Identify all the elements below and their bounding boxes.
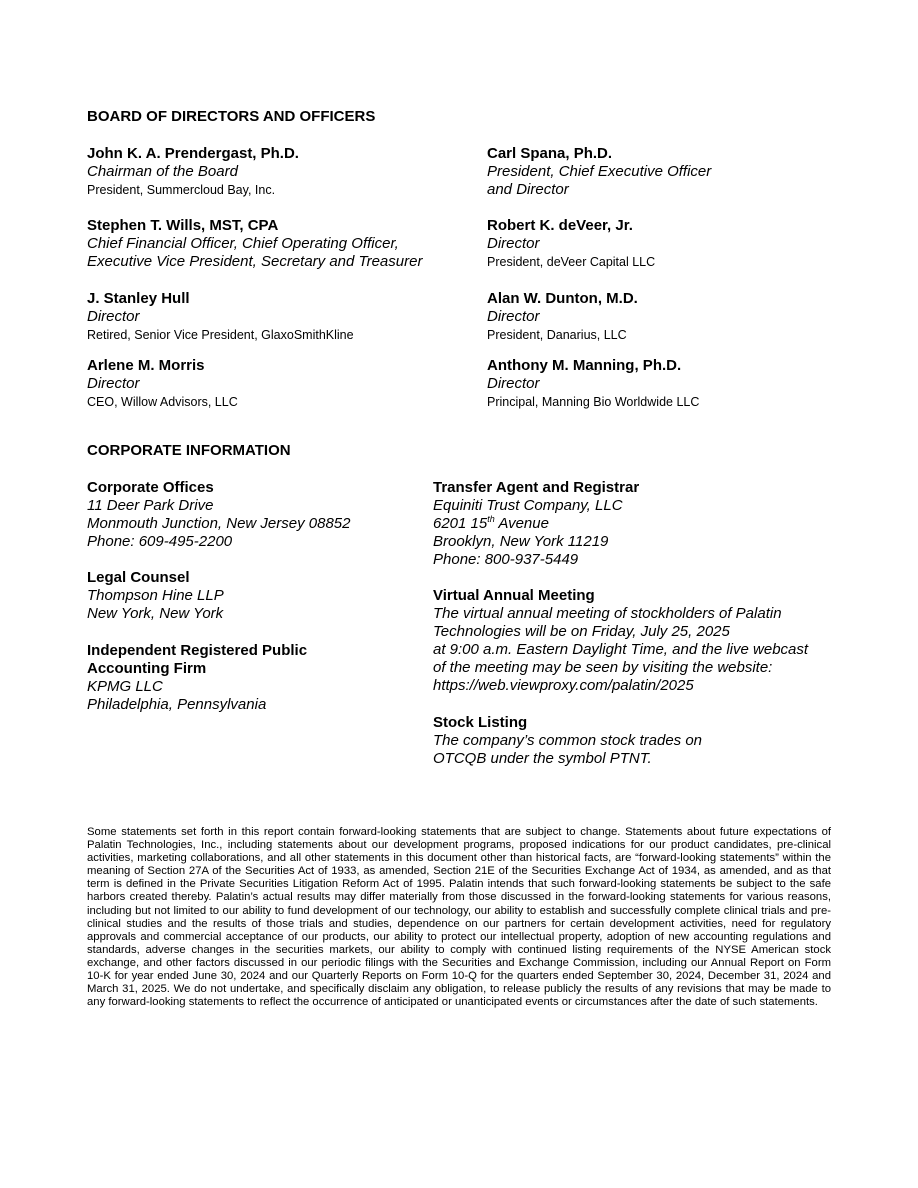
- address-street: Avenue: [494, 515, 549, 532]
- board-member-wills: [87, 217, 422, 271]
- meeting-url: https://web.viewproxy.com/palatin/2025: [433, 677, 694, 694]
- board-member-manning: [487, 357, 699, 411]
- board-member-spana: [487, 145, 711, 199]
- meeting-text: of the meeting may be seen by visiting the website:: [433, 659, 773, 676]
- agent-name: Equiniti Trust Company, LLC: [433, 497, 623, 514]
- section-title: Legal Counsel: [87, 569, 190, 586]
- member-name: Carl Spana, Ph.D.: [487, 145, 613, 162]
- address-line: [433, 515, 639, 533]
- address-line: Brooklyn, New York 11219: [433, 533, 609, 550]
- member-name: Stephen T. Wills, MST, CPA: [87, 217, 279, 234]
- address-superscript: th: [487, 514, 495, 524]
- corporate-offices: [87, 479, 350, 551]
- member-role: Director: [487, 375, 540, 392]
- member-role: President, Chief Executive Officer: [487, 163, 712, 180]
- member-role: Executive Vice President, Secretary and Treasurer: [87, 253, 423, 270]
- member-affiliation: President, deVeer Capital LLC: [487, 255, 656, 269]
- member-affiliation: President, Summercloud Bay, Inc.: [87, 183, 276, 197]
- member-role: Director: [87, 308, 140, 325]
- firm-location: Philadelphia, Pennsylvania: [87, 696, 267, 713]
- accounting-firm: [87, 642, 307, 714]
- virtual-annual-meeting: [433, 587, 808, 695]
- section-title: Transfer Agent and Registrar: [433, 479, 640, 496]
- section-title: Corporate Offices: [87, 479, 214, 496]
- stock-text: OTCQB under the symbol PTNT.: [433, 750, 652, 767]
- section-title: Independent Registered Public: [87, 642, 308, 659]
- firm-location: New York, New York: [87, 605, 224, 622]
- meeting-text: Technologies will be on Friday, July 25, 2025: [433, 623, 730, 640]
- address-number: 6201 15: [433, 515, 488, 532]
- firm-name: Thompson Hine LLP: [87, 587, 224, 604]
- member-name: J. Stanley Hull: [87, 290, 190, 307]
- member-name: Alan W. Dunton, M.D.: [487, 290, 638, 307]
- member-affiliation: Retired, Senior Vice President, GlaxoSmithKline: [87, 328, 354, 342]
- section-title: Accounting Firm: [87, 660, 207, 677]
- board-member-dunton: [487, 290, 638, 344]
- stock-listing: [433, 714, 702, 768]
- member-role: Chief Financial Officer, Chief Operating Officer,: [87, 235, 399, 252]
- board-member-deveer: [487, 217, 655, 271]
- phone-line: Phone: 609-495-2200: [87, 533, 233, 550]
- address-line: 11 Deer Park Drive: [87, 497, 214, 514]
- member-name: Robert K. deVeer, Jr.: [487, 217, 633, 234]
- stock-text: The company’s common stock trades on: [433, 732, 703, 749]
- board-heading: BOARD OF DIRECTORS AND OFFICERS: [87, 108, 376, 125]
- board-member-prendergast: [87, 145, 299, 199]
- board-member-morris: [87, 357, 238, 411]
- member-affiliation: President, Danarius, LLC: [487, 328, 627, 342]
- legal-counsel: [87, 569, 224, 623]
- section-title: Virtual Annual Meeting: [433, 587, 595, 604]
- board-member-hull: [87, 290, 354, 344]
- member-name: Anthony M. Manning, Ph.D.: [487, 357, 682, 374]
- phone-line: Phone: 800-937-5449: [433, 551, 579, 568]
- firm-name: KPMG LLC: [87, 678, 163, 695]
- member-affiliation: CEO, Willow Advisors, LLC: [87, 395, 238, 409]
- member-role: and Director: [487, 181, 569, 198]
- corporate-heading: CORPORATE INFORMATION: [87, 442, 291, 459]
- forward-looking-disclaimer: Some statements set forth in this report contain forward-looking statements that are subject to change. Statements about future expectations of Palatin Technologies, Inc., including statements about our development programs, proposed indications for our product candidates, pre-clinical activities, marketing collaborations, and all other statements in this document other than historical facts, are “forward-looking statements” within the meaning of Section 27A of the Securities Act of 1933, as amended, Section 21E of the Securities Exchange Act of 1934, as amended, and as that term is defined in the Private Securities Litigation Reform Act of 1995. Palatin intends that such forward-looking statements be subject to the safe harbors created thereby. Palatin’s actual results may differ materially from those discussed in the forward-looking statements for various reasons, including but not limited to our ability to fund development of our technology, our ability to establish and successfully complete clinical trials and pre-clinical studies and the results of those trials and studies, dependence on our partners for certain development activities, need for regulatory approvals and commercial acceptance of our products, our ability to protect our intellectual property, adoption of new accounting regulations and standards, adverse changes in the securities markets, our ability to comply with continued listing requirements of the NYSE American stock exchange, and other factors discussed in our periodic filings with the Securities and Exchange Commission, including our Annual Report on Form 10-K for year ended June 30, 2024 and our Quarterly Reports on Form 10-Q for the quarters ended September 30, 2024, December 31, 2024 and March 31, 2025. We do not undertake, and specifically disclaim any obligation, to release publicly the results of any revisions that may be made to any forward-looking statements to reflect the occurrence of anticipated or unanticipated events or circumstances after the date of such statements.: [87, 826, 831, 1009]
- section-title: Stock Listing: [433, 714, 528, 731]
- member-name: John K. A. Prendergast, Ph.D.: [87, 145, 299, 162]
- meeting-text: The virtual annual meeting of stockholders of Palatin: [433, 605, 782, 622]
- member-role: Director: [487, 308, 540, 325]
- meeting-text: at 9:00 a.m. Eastern Daylight Time, and the live webcast: [433, 641, 809, 658]
- transfer-agent: [433, 479, 639, 569]
- address-line: Monmouth Junction, New Jersey 08852: [87, 515, 351, 532]
- member-affiliation: Principal, Manning Bio Worldwide LLC: [487, 395, 700, 409]
- member-name: Arlene M. Morris: [87, 357, 205, 374]
- member-role: Director: [87, 375, 140, 392]
- member-role: Chairman of the Board: [87, 163, 238, 180]
- member-role: Director: [487, 235, 540, 252]
